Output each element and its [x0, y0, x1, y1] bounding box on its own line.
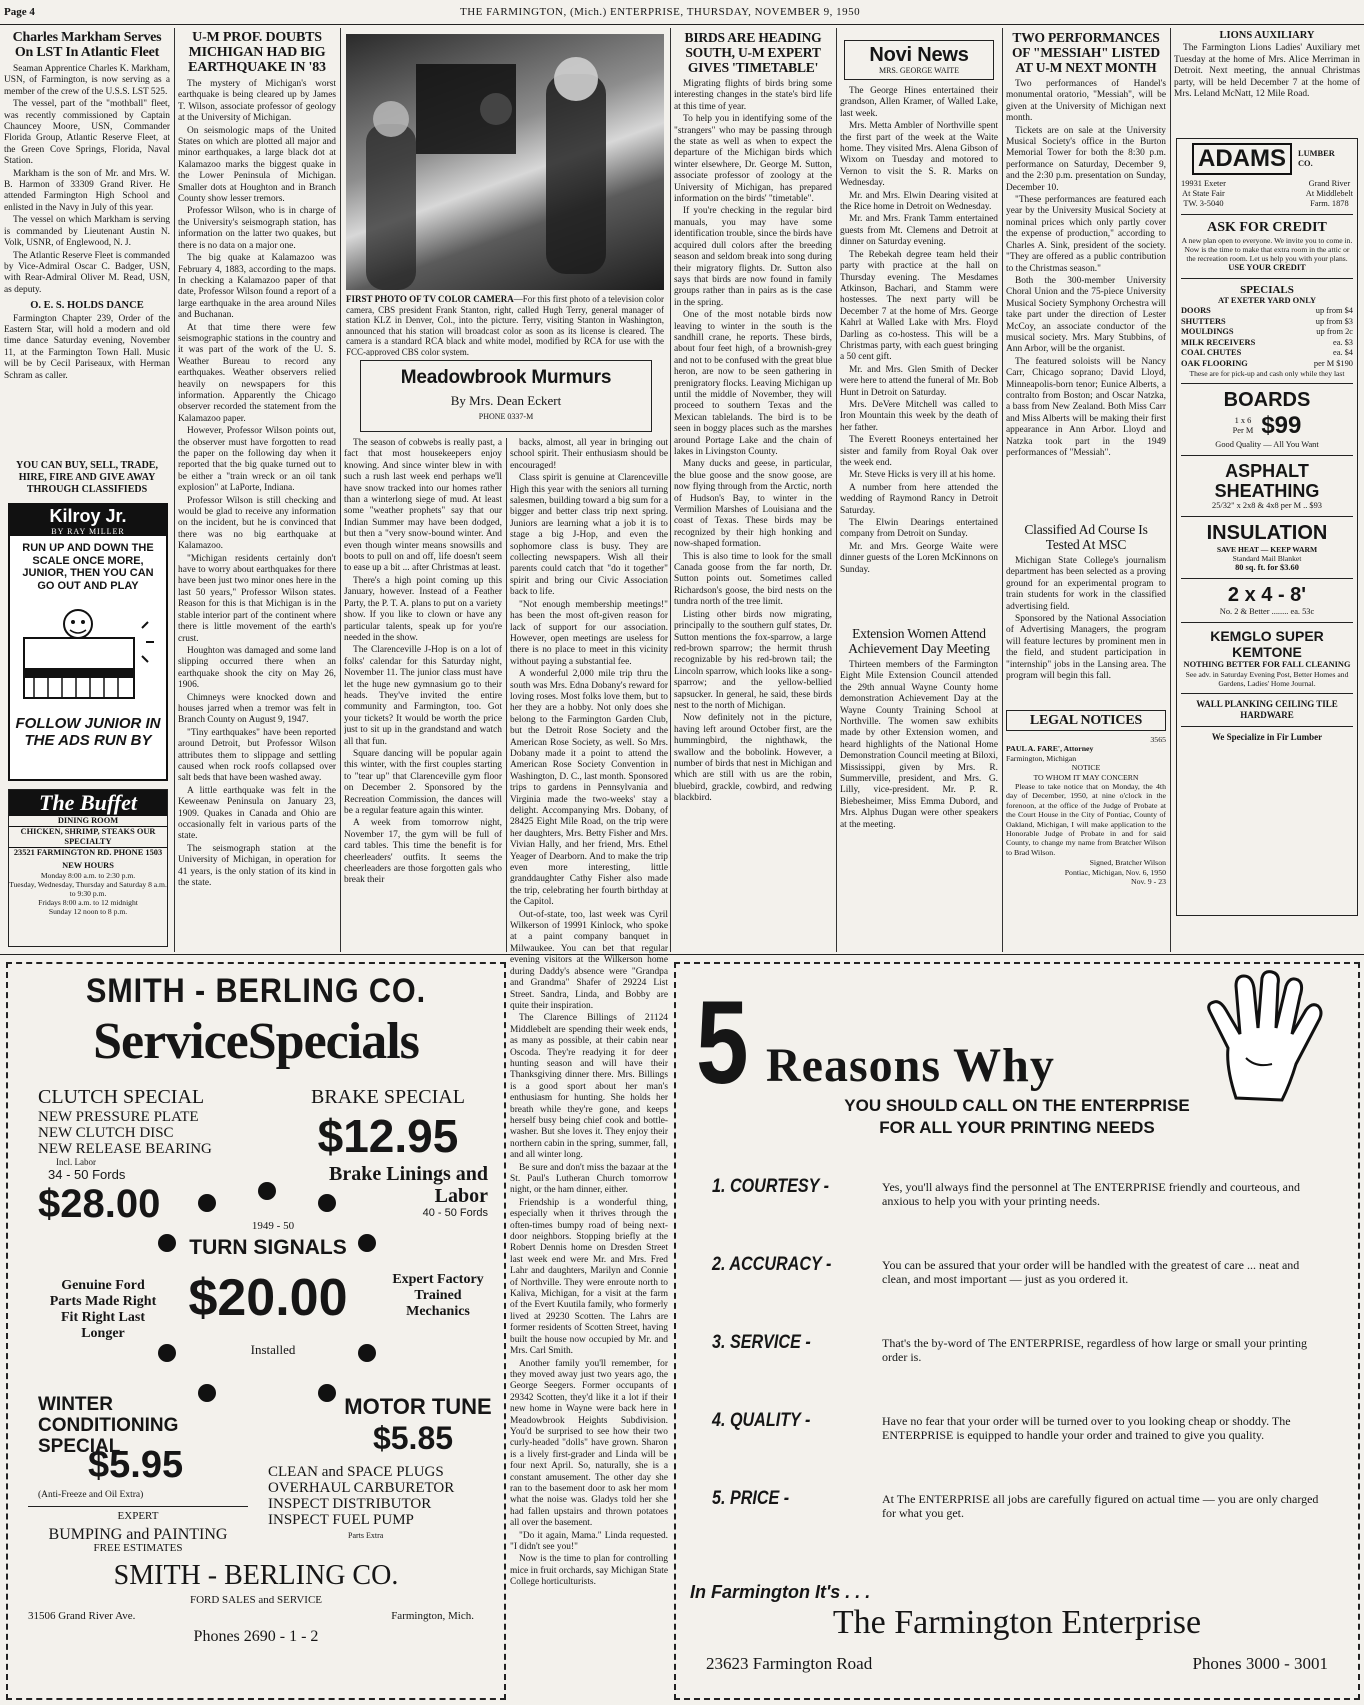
adams-specials-head: SPECIALS [1240, 284, 1294, 296]
paragraph: Michigan State College's journalism department has been selected as a proving ground for an experimental program to train students for work in the classified advertising field. [1006, 556, 1166, 612]
adams-insulation: INSULATION [1206, 522, 1328, 544]
ring-dot [358, 1344, 376, 1362]
paragraph: The mystery of Michigan's worst earthquake is being cleared up by James T. Wilson, associate professor of geology at the University of Michigan. [178, 79, 336, 124]
adams-credit-use: USE YOUR CREDIT [1228, 263, 1306, 272]
novi-headline: Novi News [869, 44, 969, 66]
adams-credit-head: ASK FOR CREDIT [1207, 220, 1327, 235]
buffet-menu: CHICKEN, SHRIMP, STEAKS OUR SPECIALTY [9, 826, 167, 848]
special-row [1181, 348, 1353, 359]
messiah-headline: TWO PERFORMANCES OF "MESSIAH" LISTED AT U-M NEXT MONTH [1012, 30, 1160, 75]
column-rule [506, 438, 507, 952]
paragraph: At that time there were few seismographic stations in the country and it was part of the work of the U. S. Weather Bureau to record any earthquakes. Weather observers relied heavily on newspapers for this information. Apparently the Chicago observer recorded the statement from the Kalamazoo paper. [178, 322, 336, 424]
clutch-head: CLUTCH SPECIAL [38, 1086, 205, 1108]
reasons-sub2: FOR ALL YOUR PRINTING NEEDS [879, 1118, 1155, 1137]
smith-name-2: SMITH - BERLING CO. [113, 1560, 399, 1591]
winter-note: (Anti-Freeze and Oil Extra) [38, 1490, 144, 1500]
clutch-fords: 34 - 50 Fords [48, 1167, 126, 1182]
smith-name: SMITH - BERLING CO. [85, 972, 427, 1010]
special-price: up from $3 [1315, 316, 1353, 326]
address-line: 19931 Exeter [1181, 179, 1226, 188]
kemglo-note: See adv. in Saturday Evening Post, Better Homes and Gardens, Ladies' Home Journal. [1185, 670, 1349, 688]
column-rule [670, 28, 671, 952]
reasons-paper: The Farmington Enterprise [832, 1604, 1202, 1641]
motor-price: $5.85 [372, 1420, 454, 1456]
special-row [1181, 327, 1353, 338]
paragraph: Two performances of Handel's monumental oratorio, "Messiah", will be given at the University of Michigan next month. [1006, 79, 1166, 124]
paragraph: Mrs. Metta Ambler of Northville spent the first part of the week at the Waite home. They visited Mrs. Alena Gibson of Wixom on Tuesday and motored to Vernon to visit the S. R. Marks on Wednesday. [840, 121, 998, 189]
special-price: up from 2c [1316, 327, 1353, 336]
special-row [1181, 359, 1353, 370]
ring-dot [198, 1194, 216, 1212]
legal-signed: Signed, Bratcher Wilson [1089, 858, 1166, 868]
kilroy-cartoon [8, 503, 168, 781]
clutch-item: NEW PRESSURE PLATE [38, 1109, 199, 1125]
reason-text: You can be assured that your order will be handled with the greatest of care ... neat and clean, and most important — just as you ordered it. [882, 1258, 1300, 1286]
address-line: At Middlebelt [1305, 189, 1353, 198]
markham-article [4, 30, 170, 460]
paragraph: Mr. and Mrs. Elwin Dearing visited at the Rice home in Detroit on Wednesday. [840, 190, 998, 213]
novi-article [840, 86, 998, 620]
paragraph: Both the 300-member University Choral Union and the 75-piece University Musical Society Symphony Orchestra will take part under the direction of Lester McCoy, an associate conductor of the musical society. Mrs. Mary Stubbins, of Ann Arbor, will be the organist. [1006, 275, 1166, 355]
insulation-sub: SAVE HEAT — KEEP WARM [1216, 545, 1318, 554]
reason-text: Have no fear that your order will be turned over to you looking cheap or shoddy. The ENTERPRISE is equipped to handle your order and trained to give you quality. [882, 1414, 1291, 1442]
paragraph: The vessel, part of the "mothball" fleet, was recently commissioned by Captain Chauncey Moore, USN, Commander Florida Group, Atlantic Reserve Fleet, at the Green Cove Springs, Florida, Naval Station. [4, 99, 170, 167]
quake-article [178, 30, 336, 950]
paragraph: Mr. and Mrs. Frank Tamm entertained guests from Mt. Clemens and Detroit at dinner on Saturday evening. [840, 214, 998, 248]
paragraph: The vessel on which Markham is serving is commanded by Lieutenant Austin N. Volk, USNR, of Englewood, N. J. [4, 215, 170, 249]
page-number: Page 4 [4, 6, 35, 18]
adams-specials-list [1181, 306, 1353, 369]
motor-items [268, 1464, 498, 1544]
paragraph: The Elwin Dearings entertained company from Detroit on Sunday. [840, 518, 998, 540]
turn-installed: Installed [250, 1342, 296, 1357]
adams-lumber: LUMBER CO. [1298, 149, 1335, 168]
ring-dot [258, 1182, 276, 1200]
birds-article [674, 30, 832, 952]
paragraph: Listing other birds now migrating, principally to the southern gulf states, Dr. Sutton mentions the fox-sparrow, a large red-brown sparrow; the hermit thrush recognizable by his red-brown tail; the Lincoln sparrow, which looks like a song-sparrow; and the yellow-bellied sapsucker. In general, he said, these birds nest to the north of Michigan. [674, 609, 832, 711]
legal-notice: NOTICE [1071, 763, 1101, 773]
column-rule [340, 28, 341, 952]
rule [0, 954, 670, 955]
address-line: Grand River [1308, 179, 1351, 188]
paragraph: Class spirit is genuine at Clarenceville High this year with the seniors all turning salesmen, building toward a big sum for a bigger and better class trip next spring. Juniors are learning what a job it is to stage a big J-Hop, and even the sophomore class is busy. They are collecting newspapers. Wish all their parents could catch that "do it together" spirit and bring our Civic Association back to life. [510, 473, 668, 598]
turn-price: $20.00 [188, 1269, 348, 1327]
column-rule [1170, 28, 1171, 952]
special-item: OAK FLOORING [1181, 358, 1248, 368]
paragraph: The Rebekah degree team held their party with practice at the hall on Thursday evening. The Mesdames Atkinson, Bachari, and Stamm were hostesses. The next party will be December 7 at the home of Mrs. George Kahrl at Walled Lake with Mrs. Floyd Darling as co-hostess. This will be a Christmas party, with each guest bringing a 50 cent gift. [840, 249, 998, 363]
legal-run: Nov. 9 - 23 [1130, 877, 1166, 887]
paragraph: Many ducks and geese, in particular, the blue goose and the snow goose, are now flying through from the Arctic, north of Hudson's Bay, to winter in the Vermilion Marshes of Louisiana and the coast of Texas. These birds may be recognized by their high honking and now-shaped formation. [674, 459, 832, 550]
buffet-ad [8, 789, 168, 947]
legal-attorney: PAUL A. FARE', Attorney [1006, 744, 1094, 754]
legal-headline: LEGAL NOTICES [1006, 710, 1166, 731]
boards-size: 1 x 6 [1234, 416, 1252, 425]
quake-headline: U-M PROF. DOUBTS MICHIGAN HAD BIG EARTHQUAKE IN '83 [188, 30, 326, 75]
turn-head: TURN SIGNALS [189, 1236, 347, 1259]
adams-fir: We Specialize in Fir Lumber [1211, 732, 1323, 742]
paragraph: Professor Wilson is still checking and would be glad to receive any information on the incident, but he is convinced that there was no big earthquake at Kalamazoo. [178, 495, 336, 552]
markham-headline: Charles Markham Serves On LST In Atlantic Fleet [12, 30, 162, 60]
smith-phones: Phones 2690 - 1 - 2 [193, 1628, 319, 1645]
reasons-in-farmington: In Farmington It's . . . [690, 1582, 871, 1602]
clutch-special [38, 1086, 248, 1227]
special-row [1181, 306, 1353, 317]
paragraph: Mr. and Mrs. George Waite were dinner guests of the Loren McKinnons on Sunday. [840, 541, 998, 575]
paragraph: Square dancing will be popular again this winter, with the first couples starting to "tear up" that Clarenceville gym floor on December 2. Sponsored by the Recreation Commission, the dances will be a regular feature again this winter. [344, 748, 502, 816]
tv-camera-photo [346, 34, 664, 290]
special-item: DOORS [1181, 306, 1211, 315]
boards-price: $99 [1261, 412, 1302, 439]
paragraph: The big quake at Kalamazoo was February 4, 1883, according to the maps. In checking a Kalamazoo paper of that date, Professor Wilson found a report of a large earthquake in the area around Niles and Buchanan. [178, 253, 336, 321]
photo-caption-lead: FIRST PHOTO OF TV COLOR CAMERA [346, 294, 514, 304]
photo-caption [346, 294, 664, 356]
paragraph: "Not enough membership meetings!" has been the most oft-given reason for lack of support for our association. However, open meetings are useless for there is no place to meet in this vicinity without paying a substantial fee. [510, 599, 668, 667]
special-item: COAL CHUTES [1181, 348, 1242, 357]
special-row [1181, 317, 1353, 328]
paragraph: The seismograph station at the University of Michigan, in operation for 41 years, is the only station of its kind in the state. [178, 843, 336, 889]
winter-price: $5.95 [88, 1444, 184, 1486]
paragraph: However, Professor Wilson points out, the observer must have forgotten to read the paper on the following day when it reported that the big quake turned out to be either a "train wreck or an oil tank explosion" at LaPorte, Indiana. [178, 426, 336, 494]
adams-name: ADAMS [1192, 143, 1292, 175]
msc-article [1006, 522, 1166, 708]
paragraph: A wonderful 2,000 mile trip thru the south was Mrs. Edna Dobany's reward for loving roses. Most folks love them, but to her they are a hobby. Not only does she belong to the Farmington Garden Club, but the Detroit Rose Society and the American Rose Society, as well. So Mrs. Dobany made it a point to attend the American Rose Society Convention in Washington, D. C., last month. Sponsored trips to gardens in Pennsylvania and Virginia made the two-weeks' stay a delight. Accompanying Mrs. Dobany, of 28425 Eight Mile Road, on the trip were her daughters, Mrs. Betty Fisher and Mrs. Vivian Hally, and her friend, Mrs. Ethel Yeager of Dearborn. And to make the trip even more interesting, little granddaughter Cathy Fisher also made the trip, celebrating her fourth birthday at the Capitol. [510, 669, 668, 908]
adams-boards: BOARDS [1223, 389, 1311, 411]
special-row [1181, 338, 1353, 349]
reason-row [712, 1254, 1332, 1332]
paragraph: Be sure and don't miss the bazaar at the St. Paul's Lutheran Church tomorrow night, or the ham dinner, either. [510, 1162, 668, 1196]
adams-addresses [1181, 179, 1353, 209]
column-rule [836, 28, 837, 952]
reasons-head: Reasons Why [766, 1039, 1055, 1092]
legal-date: Pontiac, Michigan, Nov. 6, 1950 [1064, 867, 1166, 877]
paragraph: "These performances are featured each year by the University Musical Society at nominal prices which only partly cover the expense of production," according to Charles A. Sink, president of the society. "They are offered as a public contribution to the Christmas season." [1006, 195, 1166, 274]
address-line: At State Fair [1182, 189, 1225, 198]
legal-to: TO WHOM IT MAY CONCERN [1033, 772, 1139, 782]
extension-article [840, 626, 998, 952]
reason-text: At The ENTERPRISE all jobs are carefully figured on actual time — you are only charged for what you get. [882, 1492, 1319, 1520]
paragraph: Markham is the son of Mr. and Mrs. W. B. Harmon of 33309 Grand River. He attended Farmington High School and enlisted in the Navy in July of this year. [4, 168, 170, 213]
reason-label: 1. COURTESY - [712, 1176, 829, 1197]
bump-paint: BUMPING and PAINTING [48, 1526, 228, 1543]
adams-kemglo: KEMGLO SUPER KEMTONE [1210, 628, 1324, 660]
meadowbrook-header [360, 360, 652, 432]
paragraph: Now definitely not in the picture, having left around October first, are the hummingbird, the nighthawk, the swallow and the bobolink. However, a number of birds that nest in Michigan and which are still with us are the robin, bluebird, grackle, cowbird, and redwing blackbird. [674, 713, 832, 804]
buffet-hours-line: Tuesday, Wednesday, Thursday and Saturday 8 a.m. to 9:30 p.m. [9, 880, 167, 898]
adams-specials-note: These are for pick-up and cash only while they last [1189, 369, 1345, 378]
smith-title: ServiceSpecials [93, 1013, 419, 1070]
motor-item: INSPECT FUEL PUMP [268, 1512, 414, 1528]
paragraph: backs, almost, all year in bringing out school spirit. Their enthusiasm should be encouraged! [510, 438, 668, 471]
paragraph: Mrs. DeVere Mitchell was called to Iron Mountain this week by the death of her father. [840, 399, 998, 433]
reason-row [712, 1332, 1332, 1410]
paragraph: The Atlantic Reserve Fleet is commanded by Vice-Admiral Oscar C. Badger, USN, with Rear-Admiral Oliver M. Read, USN, as deputy. [4, 250, 170, 295]
winter-special: WINTER CONDITIONING SPECIAL [38, 1394, 179, 1457]
buffet-address: 23521 FARMINGTON RD. PHONE 1503 [13, 848, 163, 857]
extension-headline: Extension Women Attend Achievement Day Meeting [848, 626, 990, 656]
reason-row [712, 1488, 1332, 1566]
paragraph: "Tiny earthquakes" have been reported around Detroit, but Professor Wilson attributes them to slippage and settling caused when rock roofs collapsed over salt beds that have been washed away. [178, 727, 336, 784]
genuine-parts: Genuine Ford Parts Made Right Fit Right Last Longer [49, 1278, 157, 1341]
reasons-sub1: YOU SHOULD CALL ON THE ENTERPRISE [844, 1096, 1190, 1115]
kilroy-follow: FOLLOW JUNIOR IN THE ADS RUN BY [15, 715, 161, 749]
novi-header [844, 40, 994, 80]
paragraph: To help you in identifying some of the "strangers" who may be passing through the state as well as when to expect the departure of the Michigan birds which winter elsewhere, Dr. George M. Sutton, associate professor of zoology at the University of Michigan, has prepared information on the birds' "timetable". [674, 114, 832, 205]
masthead-rule [0, 24, 1364, 25]
smith-address: 31506 Grand River Ave. [28, 1610, 136, 1622]
column-rule [1002, 28, 1003, 952]
boards-unit: Per M [1232, 426, 1254, 435]
paragraph: The Everett Rooneys entertained her sister and family from Royal Oak over the week end. [840, 435, 998, 468]
paragraph: Migrating flights of birds bring some interesting changes in the state's bird life at this time of year. [674, 79, 832, 112]
paragraph: Houghton was damaged and some land slipping occurred there when an earthquake shook the city on May 26, 1906. [178, 645, 336, 691]
buffet-hours-title: NEW HOURS [62, 861, 114, 870]
special-price: up from $4 [1315, 306, 1353, 315]
lions-article [1174, 30, 1360, 134]
motor-item: OVERHAUL CARBURETOR [268, 1480, 455, 1496]
paragraph: On seismologic maps of the United States on which are plotted all major and minor earthquakes, a large black dot at Kalamazoo marks the biggest quake in the Lower Peninsula of Michigan. Smaller dots at Houghton and in Branch County show lesser tremors. [178, 125, 336, 205]
bump-expert: EXPERT [117, 1510, 159, 1522]
reason-row [712, 1410, 1332, 1488]
paragraph: Tickets are on sale at the University Musical Society's office in the Burton Memorial Tower for both the 8:30 p.m. performance on Saturday, December 9, and the 2:30 p.m. presentation on Sunday, December 10. [1006, 125, 1166, 193]
motor-item: CLEAN and SPACE PLUGS [268, 1464, 444, 1480]
paragraph: Please to take notice that on Monday, the 4th day of December, 1950, at nine o'clock in the forenoon, at the office of the Judge of Probate at the Court House in the City of Pontiac, County of Oakland, Michigan, I will make application to the Honorable Judge of Probate in and for said County, to change my name from Bratcher Wilson to Brad Wilson. [1006, 782, 1166, 857]
paragraph: Professor Wilson, who is in charge of the University's seismograph station, has information on the latter two quakes, but there is no data on a major one. [178, 206, 336, 251]
kilroy-illustration [10, 598, 166, 708]
smith-ford-sales: FORD SALES and SERVICE [189, 1594, 323, 1606]
ring-dot [318, 1194, 336, 1212]
adams-lumber-ad [1176, 138, 1358, 916]
reason-label: 3. SERVICE - [712, 1332, 811, 1353]
reason-row [712, 1176, 1332, 1254]
expert-mechanics: Expert Factory Trained Mechanics [392, 1272, 484, 1319]
masthead [0, 0, 1364, 26]
address-line: Farm. 1878 [1310, 199, 1349, 208]
clutch-item: NEW RELEASE BEARING [38, 1141, 212, 1157]
kemglo-sub: NOTHING BETTER FOR FALL CLEANING [1183, 660, 1351, 669]
paragraph: The Clarence Billings of 21124 Middlebelt are spending their week ends, as many as possible, at their cabin near Oscoda. They're readying it for deer hunting season and will have their Thanksgiving dinner there. Mrs. Billings is a good sport about her man's enthusiasm for hunting. She holds her breath while they're gone, and keeps herself busy being chief cook and bottle-washer. But she loves it. They enjoy their northern cabin in the spring, summer, fall, and all winter long. [510, 1013, 668, 1161]
paragraph: The season of cobwebs is really past, a fact that most housekeepers enjoy knowing. And since winter blew in with such a rush last week end perhaps we'll have snow tracked into our homes rather than a winterlong siege of mud. At least some "weather prophets" say that our Indian Summer may have been dodged, but then a "very snow-bound winter. And even though winter means snowsills and boots to pull on and off, life doesn't seem to ease up a bit ... after Christmas at least. [344, 438, 502, 574]
paragraph: Farmington Chapter 239, Order of the Eastern Star, will hold a modern and old time dance Saturday evening, November 11, at the Farmington Town Hall. Music will be by Cecil Pariseaux, with Herman Schram as caller. [4, 313, 170, 381]
smith-berling-ad [6, 962, 506, 1700]
paragraph: Now is the time to plan for controlling mice in fruit orchards, say Michigan State College horticulturists. [510, 1554, 668, 1588]
reasons-five: 5 [696, 977, 749, 1109]
adams-planking: WALL PLANKING CEILING TILE HARDWARE [1196, 699, 1338, 720]
meadowbrook-phone: PHONE 0337-M [478, 412, 534, 421]
paragraph: "Michigan residents certainly don't have to worry about earthquakes for there have been just two minor ones here in the last 50 years," Professor Wilson states. Reason for this is that Michigan is in the stable interior part of the continent where there is little movement of the earth's crust. [178, 553, 336, 644]
parts-extra: Parts Extra [348, 1531, 384, 1540]
hand-icon [1196, 968, 1336, 1108]
paragraph: A number from here attended the wedding of Raymond Rancy in Detroit Saturday. [840, 482, 998, 516]
buffet-hours-line: Fridays 8:00 a.m. to 12 midnight [38, 898, 138, 907]
paragraph: The George Hines entertained their grandson, Allen Kramer, of Walled Lake, last week. [840, 86, 998, 119]
messiah-article [1006, 30, 1166, 520]
clutch-incl: Incl. Labor [56, 1157, 96, 1167]
paragraph: One of the most notable birds now leaving to winter in the south is the sandhill crane, he reports. These birds, about four feet high, of a brownish-grey and not to be confused with the great blue heron, are now to be seen gathering in prenigratory flocks. Leaving Michigan up until the middle of November, they will proceed to southern Texas and the Mexican tablelands. The bird is to be seen in boggy places such as the marshes around Portage Lake and the chain of lakes in Livingston County. [674, 310, 832, 457]
ring-dot [158, 1344, 176, 1362]
paragraph: "Do it again, Mama." Linda requested. "I didn't see you!" [510, 1530, 668, 1552]
rule [28, 1506, 248, 1507]
asphalt-sub: 25/32" x 2x8 & 4x8 per M .. $93 [1212, 501, 1322, 510]
oes-headline: O. E. S. HOLDS DANCE [30, 300, 144, 312]
buffet-hours-line: Monday 8:00 a.m. to 2:30 p.m. [40, 871, 136, 880]
meadowbrook-right [510, 438, 668, 1700]
brake-price: $12.95 [317, 1110, 459, 1162]
lions-headline: LIONS AUXILIARY [1219, 30, 1315, 41]
lumber-grade: No. 2 & Better ........ ea. 53c [1219, 607, 1315, 616]
birds-headline: BIRDS ARE HEADING SOUTH, U-M EXPERT GIVES 'TIMETABLE' [684, 30, 822, 75]
motor-item: INSPECT DISTRIBUTOR [268, 1496, 432, 1512]
masthead-title: THE FARMINGTON, (Mich.) ENTERPRISE, THURSDAY, NOVEMBER 9, 1950 [460, 6, 861, 18]
reason-label: 5. PRICE - [712, 1488, 790, 1509]
paragraph: The Farmington Lions Ladies' Auxiliary met Tuesday at the home of Mrs. Alice Merriman in Detroit. Next meeting, the annual Christmas party, will be held December 7 at the home of Mrs. Leland McNatt, 12 Mile Road. [1174, 43, 1360, 100]
reason-text: That's the by-word of The ENTERPRISE, regardless of how large or small your printing order is. [882, 1336, 1307, 1364]
kilroy-byline: BY RAY MILLER [10, 527, 166, 536]
insulation-sub2: Standard Mail Blanket [1232, 554, 1302, 563]
clutch-price: $28.00 [38, 1182, 161, 1226]
classified-note: YOU CAN BUY, SELL, TRADE, HIRE, FIRE AND GIVE AWAY THROUGH CLASSIFIEDS [16, 460, 158, 495]
motor-head: MOTOR TUNE [344, 1394, 492, 1419]
column-rule [174, 28, 175, 952]
msc-headline: Classified Ad Course Is Tested At MSC [1024, 522, 1148, 552]
adams-credit-body: A new plan open to everyone. We invite you to come in. Now is the time to make that extra room in the attic or the recreation room. Let us help you with your plans. [1181, 236, 1353, 263]
paragraph: Out-of-state, too, last week was Cyril Wilkerson of 19991 Kinlock, who spoke at a paint company banquet in Milwaukee. You can bet that regular evening visitors at the Wilkerson home during Daddy's absence were "Grandpa and Grandma" Shafer of 29224 List Street. Sandra, Linda, and Bobby are quite their inspiration. [510, 909, 668, 1011]
meadowbrook-byline: By Mrs. Dean Eckert [450, 393, 562, 408]
paragraph: Friendship is a wonderful thing, especially when it thrives through the often-times bumpy road of being next-door neighbors. Stopping briefly at the Robert Dennis home on Dresden Street last week end were Mr. and Mrs. Fred Lahr and daughters, Marilyn and Connie of Northville. They were enroute north to Kaliva, Michigan, for a visit at the farm of the Evert Kuutila family, who formerly lived at 29230 Scotten. The Lahrs are former residents of Scotten Street, having built the house now occupied by Mr. and Mrs. Carl Smith. [510, 1197, 668, 1357]
brake-head: BRAKE SPECIAL [311, 1086, 465, 1108]
paragraph: Thirteen members of the Farmington Eight Mile Extension Council attended the 29th annual Wayne County home demonstration Achievement Day at the Wayne County Training School at Northville. The women saw exhibits made by other Extension women, and heard highlights of the National Home Demonstration Council meeting at Biloxi, Mississippi, given by Mrs. R. Summerville, president, and Mrs. G. Lilly, vice-president. Mr. P. R. Biebesheimer, Miss Emma Dubord, and Mrs. Alphus Dugan were other speakers at the meeting. [840, 660, 998, 830]
reasons-ad [674, 962, 1360, 1700]
reasons-list [712, 1176, 1332, 1566]
kilroy-text: RUN UP AND DOWN THE SCALE ONCE MORE, JUNIOR, THEN YOU CAN GO OUT AND PLAY [22, 542, 154, 592]
special-item: SHUTTERS [1181, 316, 1226, 326]
paragraph: This is also time to look for the small Canada goose from the far north, Dr. Sutton points out. Sometimes called Richardson's goose, the bird nests on the tundra north of the tree limit. [674, 551, 832, 608]
clutch-item: NEW CLUTCH DISC [38, 1125, 174, 1141]
meadowbrook-left [344, 438, 502, 952]
smith-footer [6, 1660, 506, 1700]
address-line: TW. 3-5040 [1183, 199, 1224, 208]
photo-caption-text: —For this first photo of a television color camera, CBS president Frank Stanton, right, called Hugh Terry, general manager of station KLZ in Denver, Col., into the picture. Terry, visiting Stanton in Washington, announced that his station will broadcast color as soon as its license is cleared. The camera is a standard RCA black and white model, modified by RCA for use with the FCC-approved CBS color system. [346, 294, 664, 356]
reasons-address: 23623 Farmington Road [706, 1654, 873, 1673]
kilroy-title: Kilroy Jr. [10, 505, 166, 527]
special-price: per M $190 [1313, 358, 1353, 368]
meadowbrook-headline: Meadowbrook Murmurs [400, 367, 612, 388]
brake-fords: 40 - 50 Fords [422, 1207, 488, 1219]
reasons-phones: Phones 3000 - 3001 [1192, 1654, 1328, 1673]
special-price: ea. $4 [1333, 348, 1353, 357]
paragraph: The Clarenceville J-Hop is on a lot of folks' calendar for this Saturday night, November 11. The junior class must have let the huge new gymnasium go to their heads. They've invited the entire community and Farmington, too. Got your tickets? It would be worth the price just to sit up in the grandstand and watch all that fun. [344, 645, 502, 747]
paragraph: The featured soloists will be Nancy Carr, Chicago soprano; David Lloyd, Minneapolis-born tenor; Eunice Alberts, a contralto from Boston; and Oscar Natzka, a bass from New Zealand. Both Miss Carr and Miss Alberts will be making their first appearance in Ann Arbor. Lloyd and Natzka took part in the 1949 performances of "Messiah". [1006, 356, 1166, 458]
paragraph: Sponsored by the National Association of Advertising Managers, the program will feature lectures by prominent men in the field, and student participation in "internship" jobs in the Lansing area. The program will begin this fall. [1006, 614, 1166, 682]
reason-text: Yes, you'll always find the personnel at The ENTERPRISE friendly and courteous, and anxious to help you with your printing needs. [882, 1180, 1300, 1208]
paragraph: A week from tomorrow night, November 17, the gym will be full of card tables. This time the benefit is for cheerleaders' outfits. It seems the cheerleaders are those forgotten gals who break their [344, 818, 502, 886]
paragraph: If you're checking in the regular bird manuals, you may have some identification trouble, since the birds have acquired dull colors after the breeding season and seldom break into song during their migratory flights. Dr. Sutton also says that birds are now found in family groups rather than in pairs as is the case in the spring. [674, 206, 832, 308]
reason-label: 4. QUALITY - [712, 1410, 811, 1431]
smith-city: Farmington, Mich. [391, 1610, 474, 1622]
paragraph: Chimneys were knocked down and houses jarred when a tremor was felt in Branch County on August 9, 1947. [178, 692, 336, 726]
adams-specials-sub: AT EXETER YARD ONLY [1217, 296, 1317, 305]
legal-number: 3565 [1150, 735, 1166, 744]
special-item: MOULDINGS [1181, 327, 1234, 336]
free-estimates: FREE ESTIMATES [93, 1542, 183, 1554]
turn-years: 1949 - 50 [251, 1220, 295, 1232]
special-item: MILK RECEIVERS [1181, 337, 1256, 347]
buffet-hours-line: Sunday 12 noon to 8 p.m. [48, 907, 128, 916]
adams-asphalt: ASPHALT SHEATHING [1214, 461, 1320, 501]
novi-byline: MRS. GEORGE WAITE [878, 66, 960, 75]
reason-label: 2. ACCURACY - [712, 1254, 832, 1275]
ring-dot [318, 1384, 336, 1402]
boards-quality: Good Quality — All You Want [1215, 440, 1319, 449]
rule [670, 954, 1364, 955]
insulation-price: 80 sq. ft. for $3.60 [1235, 563, 1299, 572]
photo-illustration [346, 34, 664, 290]
paragraph: Mr. Steve Hicks is very ill at his home. [849, 470, 996, 481]
paragraph: Mr. and Mrs. Glen Smith of Decker were here to attend the funeral of Mr. Bob Hunt in Detroit on Saturday. [840, 364, 998, 398]
paragraph: Another family you'll remember, for they moved away just two years ago, the George Seegers. Former occupants of 29342 Scotten, they'd like it a lot if their new home in Wayne were back here in Meadowbrook Heights Subdivision. You'd be surprised to see how their two curly-headed "dolls" have grown. Sharon is a lively first-grader and Linda will be four next April. So, naturally, she is a constant amusement. The other day she ran to the basement door to ask her mom what the noise was. Gladys told her she had fallen upstairs and thrown potatoes all over the basement. [510, 1358, 668, 1529]
buffet-logo: The Buffet [9, 790, 167, 816]
special-price: ea. $3 [1333, 337, 1353, 347]
brake-desc: Brake Linings and Labor [329, 1163, 488, 1207]
legal-notices [1006, 710, 1166, 952]
paragraph: Seaman Apprentice Charles K. Markham, USN, of Farmington, is now serving as a member of the crew of the U.S.S. LST 525. [4, 64, 170, 97]
lumber-size: 2 x 4 - 8' [1227, 584, 1307, 606]
paragraph: There's a high point coming up this January, however. Instead of a Feather Party, the P. T. A. plans to put on a variety show. If you like to clown or have any particular talents, speak up for you're needed in the show. [344, 575, 502, 643]
legal-city: Farmington, Michigan [1006, 753, 1077, 763]
paragraph: A little earthquake was felt in the Keweenaw Peninsula on January 23, 1909. Quakes in Canada and Ohio are occasionally felt in various parts of the state. [178, 785, 336, 842]
buffet-sub: DINING ROOM [57, 816, 119, 825]
